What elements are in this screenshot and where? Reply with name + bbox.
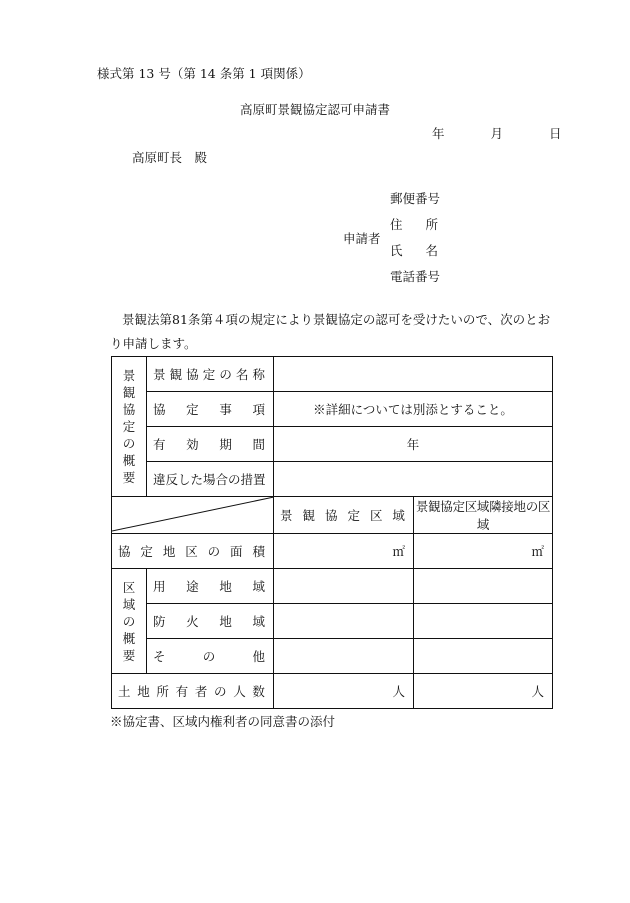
district-area-label: 協 定 地 区 の 面 積 (112, 534, 274, 569)
document-title: 高原町景観協定認可申請書 (239, 102, 390, 117)
date-year: 年 (432, 126, 445, 141)
violation-measures-field[interactable] (274, 462, 553, 497)
agreement-name-label: 景 観 協 定 の 名 称 (147, 357, 274, 392)
use-zone-field[interactable] (274, 569, 414, 604)
violation-measures-label: 違反した場合の措置 (147, 462, 274, 497)
addressee: 高原町長 殿 (132, 150, 208, 165)
postal-code-label: 郵便番号 (390, 191, 441, 206)
adjacent-area-field[interactable]: ㎡ (414, 534, 553, 569)
col-header-area: 景 観 協 定 区 域 (274, 497, 414, 534)
agreement-name-field[interactable] (274, 357, 553, 392)
applicant-fields (390, 186, 440, 290)
validity-period-label: 有 効 期 間 (147, 427, 274, 462)
district-area-field[interactable]: ㎡ (274, 534, 414, 569)
diagonal-line (112, 497, 274, 532)
applicant-label: 申請者 (343, 231, 381, 246)
diagonal-header-cell (112, 497, 274, 534)
agreement-matters-note: ※詳細については別添とすること。 (274, 392, 553, 427)
name-label: 氏 名 (390, 243, 438, 258)
agreement-matters-label: 協 定 事 項 (147, 392, 274, 427)
fire-zone-field[interactable] (274, 604, 414, 639)
date-line (432, 124, 561, 142)
fire-zone-adjacent-field[interactable] (414, 604, 553, 639)
date-day: 日 (548, 126, 562, 141)
region-overview-label: 区 域 の 概 要 (112, 569, 147, 674)
other-label: そ の 他 (147, 639, 274, 674)
other-adjacent-field[interactable] (414, 639, 553, 674)
body-text: 景観法第81条第４項の規定により景観協定の認可を受けたいので、次のとおり申請します。 (110, 312, 551, 351)
landowner-count-field[interactable]: 人 (274, 674, 414, 709)
validity-period-field[interactable]: 年 (274, 427, 553, 462)
application-table (111, 356, 553, 709)
phone-label: 電話番号 (390, 269, 441, 284)
footnote: ※協定書、区域内権利者の同意書の添付 (110, 714, 336, 729)
landowner-count-adjacent-field[interactable]: 人 (414, 674, 553, 709)
landowner-count-label: 土 地 所 有 者 の 人 数 (112, 674, 274, 709)
overview-label: 景 観 協 定 の 概 要 (112, 357, 147, 497)
address-label: 住 所 (390, 217, 438, 232)
use-zone-label: 用 途 地 域 (147, 569, 274, 604)
use-zone-adjacent-field[interactable] (414, 569, 553, 604)
other-field[interactable] (274, 639, 414, 674)
fire-zone-label: 防 火 地 域 (147, 604, 274, 639)
col-header-adjacent: 景観協定区域隣接地の区域 (414, 497, 553, 534)
date-month: 月 (490, 126, 503, 141)
form-number: 様式第 13 号（第 14 条第 1 項関係） (97, 66, 311, 81)
